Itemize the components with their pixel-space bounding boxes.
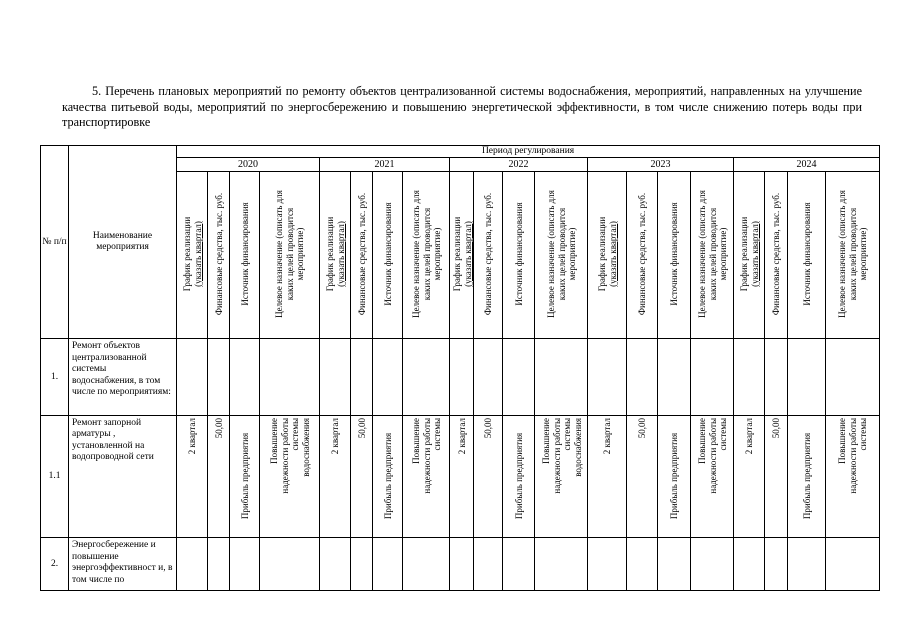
subheader-source-line: Источник финансирования	[382, 202, 393, 307]
subheader-purpose-text	[546, 175, 578, 333]
empty-cell	[535, 538, 588, 591]
cell-purpose-line: Повышение	[696, 417, 707, 464]
cell-purpose-line: Повышение	[269, 417, 279, 464]
empty-cell	[826, 339, 880, 415]
cell-purpose-line: надежности работы	[279, 417, 290, 494]
empty-cell	[765, 339, 788, 415]
subheader-source	[230, 172, 260, 339]
cell-purpose-text	[269, 418, 311, 532]
empty-cell	[177, 538, 208, 591]
cell-finance	[474, 415, 503, 537]
cell-purpose-line: системы	[858, 417, 869, 451]
subheader-purpose-line: Целевое назначение (описать для	[696, 190, 707, 319]
subheader-source-line: Источник финансирования	[801, 202, 812, 307]
table-row	[41, 415, 880, 537]
cell-schedule-line: 2 квартал	[330, 417, 341, 455]
subheader-schedule-line: (указать квартал)	[462, 221, 472, 288]
cell-source	[373, 415, 403, 537]
year-2024: 2024	[734, 158, 880, 172]
empty-cell	[260, 538, 320, 591]
subheader-finance-line: Финансовые средства, тыс. руб.	[213, 193, 224, 316]
cell-source-line: Прибыль предприятия	[669, 432, 680, 519]
cell-purpose-line: Повышение	[540, 417, 551, 464]
cell-finance-text	[357, 418, 368, 532]
cell-source	[788, 415, 826, 537]
cell-finance	[627, 415, 658, 537]
cell-source-text	[669, 419, 680, 533]
cell-finance-line: 50,00	[771, 417, 782, 439]
table-row	[41, 339, 880, 415]
cell-source-line: Прибыль предприятия	[801, 432, 812, 519]
subheader-schedule	[320, 172, 351, 339]
subheader-finance-text	[637, 175, 648, 333]
cell-finance-line: 50,00	[213, 417, 224, 439]
row-name: Энергосбережение и повышение энергоэффективност и, в том числе по	[69, 538, 177, 591]
subheader-schedule-line: График реализации	[597, 217, 607, 292]
subheader-finance-line: Финансовые средства, тыс. руб.	[637, 193, 648, 316]
year-2020: 2020	[177, 158, 320, 172]
subheader-schedule-line: (указать квартал)	[749, 221, 760, 288]
subheader-schedule-line: (указать квартал)	[607, 221, 618, 288]
subheader-schedule-text	[597, 175, 618, 333]
subheader-finance	[765, 172, 788, 339]
cell-finance	[765, 415, 788, 537]
subheader-source-text	[669, 175, 680, 333]
subheader-schedule	[177, 172, 208, 339]
cell-purpose-text	[541, 418, 583, 532]
subheader-schedule	[734, 172, 765, 339]
subheader-finance	[627, 172, 658, 339]
empty-cell	[320, 339, 351, 415]
subheader-finance-line: Финансовые средства, тыс. руб.	[771, 193, 782, 316]
cell-source	[503, 415, 535, 537]
cell-finance-line: 50,00	[356, 417, 367, 439]
row-name: Ремонт объектов централизованной системы водоснабжения, в том числе по мероприятиям:	[69, 339, 177, 415]
subheader-purpose	[535, 172, 588, 339]
cell-schedule-line: 2 квартал	[187, 417, 198, 455]
subheader-purpose-line: каких целей проводится	[707, 208, 718, 301]
cell-source-line: Прибыль предприятия	[513, 432, 524, 519]
cell-schedule	[320, 415, 351, 537]
subheader-purpose-line: мероприятие)	[431, 228, 442, 281]
subheader-source	[658, 172, 691, 339]
subheader-finance-text	[214, 175, 225, 333]
cell-schedule-line: 2 квартал	[744, 417, 755, 455]
empty-cell	[535, 339, 588, 415]
cell-schedule	[734, 415, 765, 537]
empty-cell	[373, 538, 403, 591]
cell-source	[230, 415, 260, 537]
cell-finance	[351, 415, 373, 537]
empty-cell	[658, 339, 691, 415]
subheader-schedule-text	[452, 175, 473, 333]
subheader-source-text	[802, 175, 813, 333]
cell-source-text	[514, 419, 525, 533]
subheader-source-text	[514, 175, 525, 333]
cell-source	[658, 415, 691, 537]
empty-cell	[403, 538, 450, 591]
empty-cell	[503, 339, 535, 415]
cell-purpose-line: Повышение	[410, 417, 421, 464]
subheader-purpose-line: мероприятие)	[566, 228, 577, 281]
cell-purpose	[260, 415, 320, 537]
cell-purpose	[403, 415, 450, 537]
subheader-source-line: Источник финансирования	[669, 202, 680, 307]
subheader-source-line: Источник финансирования	[239, 202, 250, 307]
empty-cell	[177, 339, 208, 415]
subheader-finance	[351, 172, 373, 339]
header-row-period	[41, 146, 880, 158]
cell-schedule	[177, 415, 208, 537]
cell-purpose-line: системы	[561, 417, 572, 451]
empty-cell	[691, 538, 734, 591]
empty-cell	[230, 538, 260, 591]
subheader-schedule-line: (указать квартал)	[335, 221, 346, 288]
subheader-purpose-text	[274, 175, 306, 333]
subheader-purpose-line: каких целей проводится	[284, 208, 295, 301]
subheader-schedule-text	[182, 175, 203, 333]
subheader-source-text	[383, 175, 394, 333]
empty-cell	[627, 538, 658, 591]
subheader-purpose-text	[697, 175, 729, 333]
subheader-schedule-line: (указать квартал)	[192, 221, 203, 288]
measures-table	[40, 145, 880, 591]
empty-cell	[230, 339, 260, 415]
period-header	[177, 146, 880, 158]
subheader-purpose	[260, 172, 320, 339]
empty-cell	[450, 339, 474, 415]
col-num-header	[41, 146, 69, 339]
subheader-purpose	[826, 172, 880, 339]
empty-cell	[734, 538, 765, 591]
cell-source-text	[383, 419, 394, 533]
subheader-source	[373, 172, 403, 339]
cell-finance-text	[771, 418, 782, 532]
cell-schedule-line: 2 квартал	[456, 417, 467, 455]
cell-purpose	[826, 415, 880, 537]
cell-source-text	[240, 419, 251, 533]
subheader-finance	[208, 172, 230, 339]
subheader-schedule-text	[325, 175, 346, 333]
subheader-finance-line: Финансовые средства, тыс. руб.	[483, 193, 494, 316]
year-2023: 2023	[588, 158, 734, 172]
empty-cell	[208, 538, 230, 591]
subheader-schedule	[450, 172, 474, 339]
subheader-purpose-line: Целевое назначение (описать для	[274, 190, 285, 319]
subheader-schedule-line: График реализации	[325, 217, 335, 292]
subheader-purpose-line: мероприятие)	[717, 228, 728, 281]
empty-cell	[588, 339, 627, 415]
cell-purpose-line: системы	[290, 417, 300, 451]
cell-purpose-line: надежности работы	[707, 417, 718, 494]
empty-cell	[788, 538, 826, 591]
empty-cell	[260, 339, 320, 415]
subheader-schedule-line: График реализации	[451, 217, 462, 292]
cell-source-line: Прибыль предприятия	[382, 432, 393, 519]
subheader-purpose-line: Целевое назначение (описать для	[837, 190, 848, 319]
cell-purpose-line: системы	[717, 417, 728, 451]
subheader-schedule	[588, 172, 627, 339]
cell-finance-text	[483, 418, 494, 532]
empty-cell	[826, 538, 880, 591]
empty-cell	[351, 538, 373, 591]
row-name: Ремонт запорной арматуры , установленной на водопроводной сети	[69, 415, 177, 537]
cell-finance-line: 50,00	[483, 417, 494, 439]
empty-cell	[474, 538, 503, 591]
empty-cell	[320, 538, 351, 591]
cell-purpose-line: водоснабжения	[300, 417, 311, 477]
col-num-label: № п/п	[42, 237, 67, 248]
subheader-finance-text	[357, 175, 368, 333]
empty-cell	[658, 538, 691, 591]
empty-cell	[627, 339, 658, 415]
empty-cell	[403, 339, 450, 415]
empty-cell	[450, 538, 474, 591]
cell-purpose	[535, 415, 588, 537]
cell-purpose-text	[837, 418, 869, 532]
cell-schedule	[450, 415, 474, 537]
subheader-finance-text	[483, 175, 494, 333]
cell-schedule-text	[187, 418, 198, 532]
subheader-source-line: Источник финансирования	[513, 202, 524, 307]
empty-cell	[691, 339, 734, 415]
subheader-schedule-text	[739, 175, 760, 333]
cell-purpose-line: Повышение	[837, 417, 848, 464]
empty-cell	[503, 538, 535, 591]
subheader-purpose-line: каких целей проводится	[421, 208, 432, 301]
subheader-finance-text	[771, 175, 782, 333]
cell-schedule-text	[457, 418, 468, 532]
table-row	[41, 538, 880, 591]
subheader-schedule-line: График реализации	[182, 217, 192, 292]
subheader-purpose-line: Целевое назначение (описать для	[545, 190, 556, 319]
subheader-source-text	[240, 175, 251, 333]
period-label: Период регулирования	[481, 146, 575, 156]
cell-source-line: Прибыль предприятия	[239, 432, 250, 519]
year-2022: 2022	[450, 158, 588, 172]
empty-cell	[588, 538, 627, 591]
subheader-purpose-line: каких целей проводится	[556, 208, 567, 301]
empty-cell	[351, 339, 373, 415]
subheader-purpose-line: Целевое назначение (описать для	[410, 190, 421, 319]
cell-schedule-text	[744, 418, 755, 532]
cell-schedule-line: 2 квартал	[602, 417, 613, 455]
subheader-purpose-line: каких целей проводится	[847, 208, 858, 301]
cell-purpose-line: системы	[431, 417, 442, 451]
year-2021: 2021	[320, 158, 450, 172]
subheader-purpose-line: мероприятие)	[295, 228, 306, 281]
heading-text: 5. Перечень плановых мероприятий по ремонту объектов централизованной системы водоснабжения, мероприятий, направленных на улучшение качества питьевой воды, мероприятий по энергосбережению и повышению энергетической эффективности, в том числе снижению потерь воды при транспортировке	[62, 84, 862, 129]
cell-purpose-line: надежности работы	[847, 417, 858, 494]
section-heading	[62, 84, 862, 131]
subheader-purpose	[691, 172, 734, 339]
subheader-schedule-line: График реализации	[739, 217, 749, 292]
cell-finance-text	[214, 418, 225, 532]
subheader-purpose-text	[411, 175, 443, 333]
cell-source-text	[802, 419, 813, 533]
empty-cell	[765, 538, 788, 591]
cell-finance-line: 50,00	[637, 417, 648, 439]
empty-cell	[208, 339, 230, 415]
subheader-purpose	[403, 172, 450, 339]
cell-finance-text	[637, 418, 648, 532]
cell-purpose-text	[697, 418, 729, 532]
cell-purpose-line: надежности работы	[421, 417, 432, 494]
cell-schedule-text	[602, 418, 613, 532]
cell-finance	[208, 415, 230, 537]
col-name-header	[69, 146, 177, 339]
cell-purpose-line: надежности работы	[551, 417, 561, 494]
col-name-label: Наименование мероприятия	[92, 230, 153, 253]
empty-cell	[788, 339, 826, 415]
subheader-purpose-line: мероприятие)	[858, 228, 869, 281]
row-number: 1.	[41, 339, 69, 415]
cell-schedule-text	[330, 418, 341, 532]
empty-cell	[474, 339, 503, 415]
row-number: 2.	[41, 538, 69, 591]
cell-purpose-text	[411, 418, 443, 532]
cell-purpose	[691, 415, 734, 537]
subheader-purpose-text	[837, 175, 869, 333]
subheader-source	[503, 172, 535, 339]
subheader-source	[788, 172, 826, 339]
cell-schedule	[588, 415, 627, 537]
subheader-finance	[474, 172, 503, 339]
empty-cell	[373, 339, 403, 415]
row-number: 1.1	[41, 415, 69, 537]
subheader-finance-line: Финансовые средства, тыс. руб.	[356, 193, 367, 316]
cell-purpose-line: водоснабжения	[572, 417, 582, 477]
empty-cell	[734, 339, 765, 415]
